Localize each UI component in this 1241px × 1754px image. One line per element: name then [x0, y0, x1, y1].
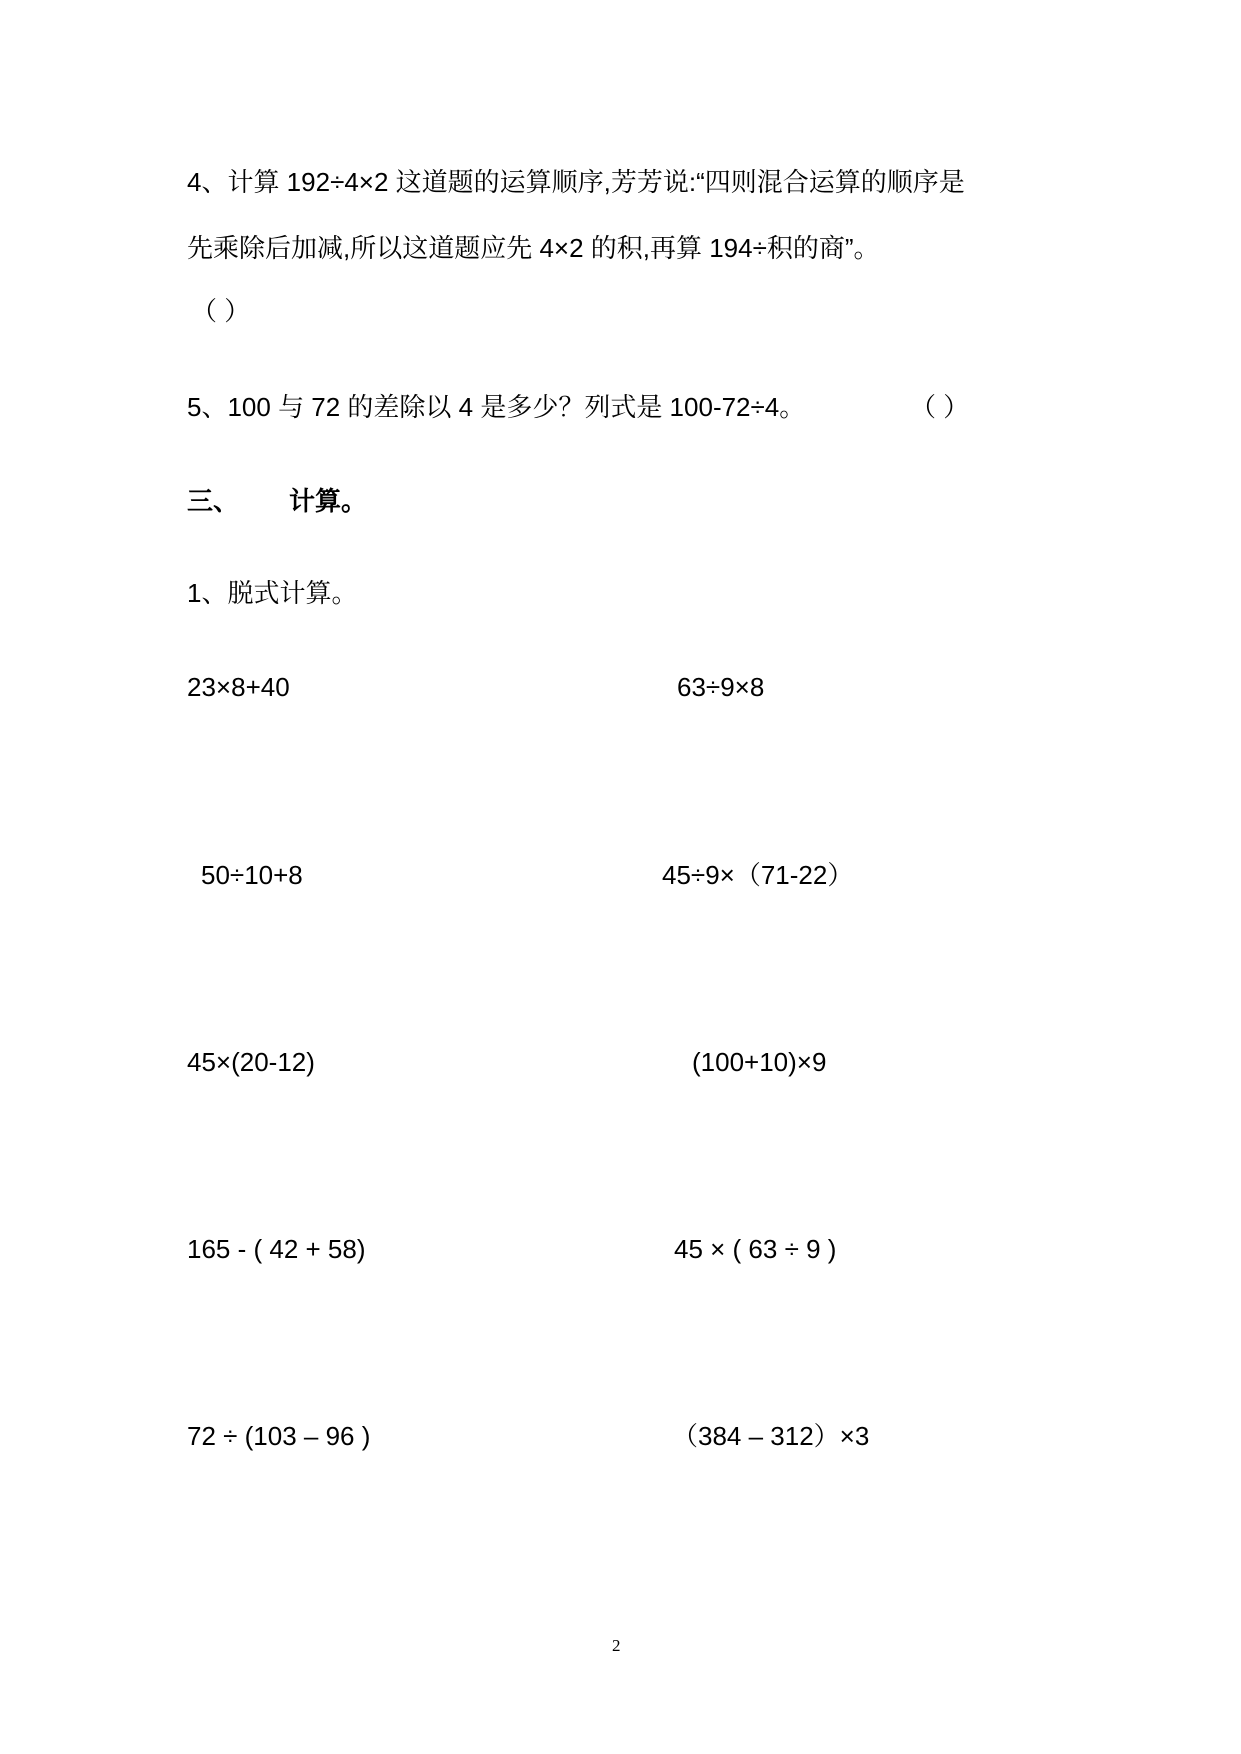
expression-4-left: 165 - ( 42 + 58) — [187, 1234, 366, 1264]
expression-5-right: （384 – 312）×3 — [672, 1421, 870, 1451]
section-3-number: 三、 — [187, 486, 240, 516]
expression-3-right: (100+10)×9 — [692, 1047, 827, 1077]
subquestion-1-title: 1、脱式计算。 — [187, 578, 358, 608]
question-4-line-2: 先乘除后加减,所以这道题应先 4×2 的积,再算 194÷积的商”。 — [187, 233, 880, 263]
question-4-line-1: 4、计算 192÷4×2 这道题的运算顺序,芳芳说:“四则混合运算的顺序是 — [187, 167, 965, 197]
expression-5-left: 72 ÷ (103 – 96 ) — [187, 1421, 371, 1451]
expression-2-left: 50÷10+8 — [201, 860, 303, 890]
question-5-answer-blank: （ ） — [910, 392, 970, 422]
page-number: 2 — [612, 1636, 621, 1655]
expression-3-left: 45×(20-12) — [187, 1047, 315, 1077]
section-3-title: 计算。 — [289, 486, 368, 516]
expression-4-right: 45 × ( 63 ÷ 9 ) — [674, 1234, 837, 1264]
question-4-answer-blank: （ ） — [191, 296, 251, 326]
expression-1-left: 23×8+40 — [187, 672, 290, 702]
expression-1-right: 63÷9×8 — [677, 672, 765, 702]
expression-2-right: 45÷9×（71-22） — [662, 860, 854, 890]
question-5-text: 5、100 与 72 的差除以 4 是多少？列式是 100-72÷4。 — [187, 392, 806, 422]
